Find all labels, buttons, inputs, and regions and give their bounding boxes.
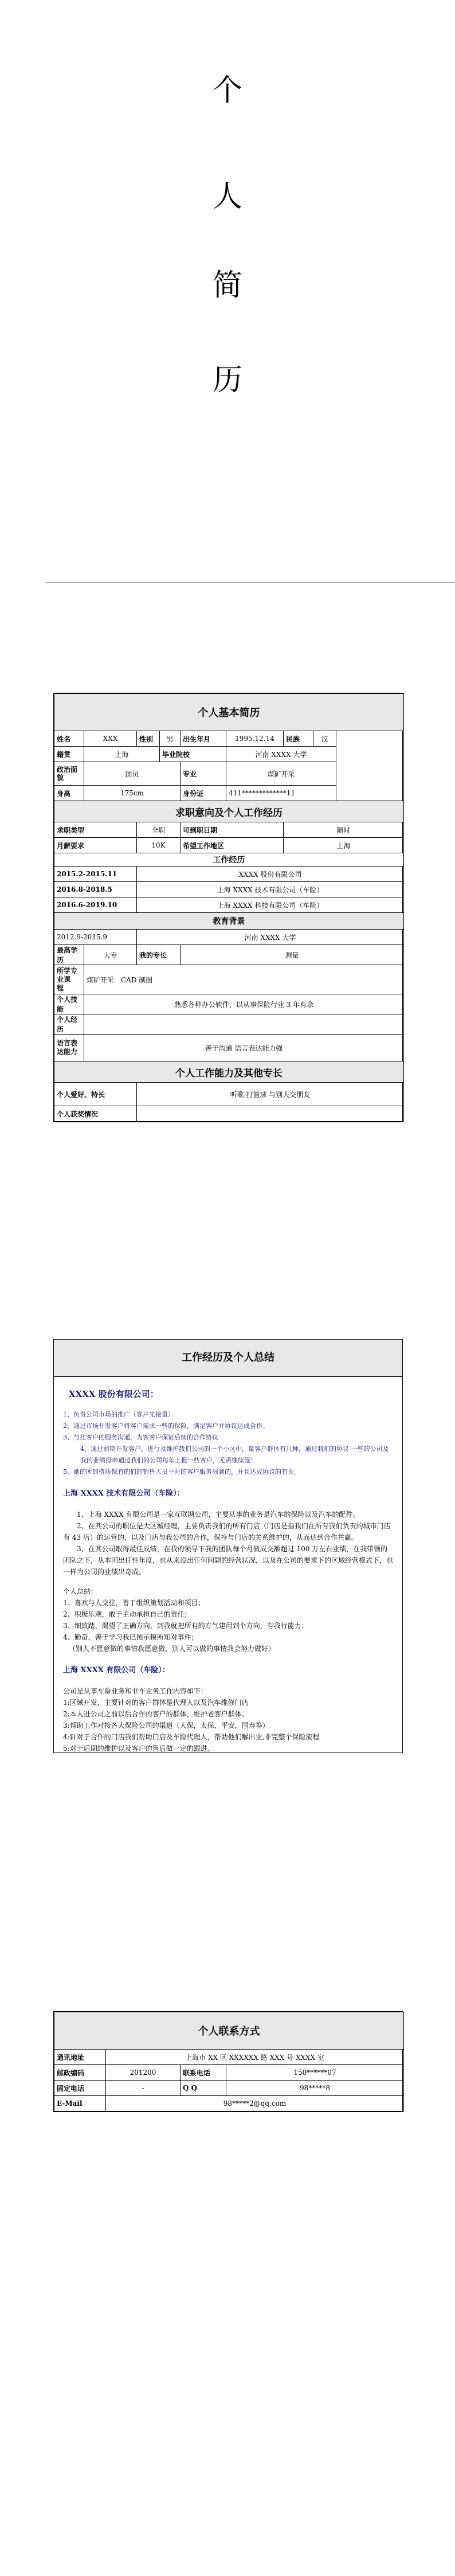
value-job-type: 全职 [137, 822, 181, 838]
summary-paragraph: 1、上海 XXXX 有限公司是一家互联网公司，主要从事的业务是汽车的保险以及汽车的配件。 [77, 1511, 360, 1519]
label-school: 毕业院校 [160, 747, 226, 762]
work-company: 上海 XXXX 技术有限公司（车险） [137, 882, 404, 897]
label-politics: 政治面貌 [54, 762, 84, 786]
basic-info-table [53, 693, 403, 1122]
summary-company3-item: 公司是从事车险业务和非车业务工作内容如下： [63, 1687, 208, 1695]
label-email: E-Mail [54, 2096, 106, 2111]
label-birth: 出生年月 [181, 731, 226, 747]
value-email: 98*****2@qq.com [106, 2096, 404, 2111]
label-height: 身高 [54, 786, 84, 801]
label-job-type: 求职类型 [54, 822, 137, 838]
label-skills: 个人技能 [54, 994, 84, 1014]
summary-company3-item: 5:对于后期的维护以及客户的售后做一定的跟进。 [63, 1744, 214, 1753]
label-origin: 籍贯 [54, 747, 84, 762]
label-region: 希望工作地区 [181, 838, 284, 853]
basic-title: 个人基本简历 [54, 694, 404, 731]
label-zip: 邮政编码 [54, 2065, 106, 2081]
value-degree: 大专 [84, 945, 137, 965]
label-hobby: 个人爱好、特长 [54, 1083, 137, 1106]
value-courses: 煤矿开采 CAD 制图 [84, 965, 404, 994]
value-origin: 上海 [84, 747, 160, 762]
work-summary-box [53, 1339, 403, 1753]
label-gender: 性别 [137, 731, 160, 747]
summary-item: 3、与挂客户的服务沟通，为客客户保证后续的合作协议 [63, 1434, 218, 1441]
label-salary: 月薪要求 [54, 838, 137, 853]
value-language: 善于沟通 语言表达能力强 [84, 1035, 404, 1061]
summary-item: 2、通过市场开发客户将客户需求一些的保险，满足客户并协议达成合作。 [63, 1422, 269, 1430]
summary-personal-item: （别人不愿意做的事情我愿意做，别人可以做的事情我会努力做好） [69, 1645, 276, 1653]
cover-char-4: 历 [212, 363, 242, 397]
label-experience: 个人经历 [54, 1014, 84, 1035]
value-region: 上海 [284, 838, 404, 853]
label-id: 身份证 [181, 786, 226, 801]
education-period: 2012.9-2015.9 [54, 930, 137, 945]
label-address: 通讯地址 [54, 2050, 106, 2065]
summary-company3-item: 2:本人进公司之前以后合作的客户的群体，维护老客户群体。 [63, 1710, 249, 1718]
summary-company3: 上海 XXXX 有限公司（车险）： [63, 1666, 170, 1675]
value-phone: 150******07 [226, 2065, 404, 2081]
work-company: XXXX 股份有限公司 [137, 867, 404, 882]
summary-paragraph: 2、在其公司的职位是大区城经理，主要负责我们的所有门店（门店是指我们在所有我们负责的城市门店有 43 店）的运营的，以及门店与我公司的合作，保持与门店的关系维护的，从而达到合作共赢。 [63, 1522, 391, 1541]
value-gender: 男 [160, 731, 181, 747]
value-address: 上海市 XX 区 XXXXXX 路 XXX 号 XXXX 室 [106, 2050, 404, 2065]
label-major: 专业 [181, 762, 226, 786]
value-politics: 团员 [84, 762, 181, 786]
value-experience [84, 1014, 404, 1035]
value-major: 煤矿开采 [226, 762, 336, 786]
summary-personal-item: 4、勤奋，善于学习我已图示模所知对事件； [63, 1633, 198, 1641]
work-period: 2016.8-2018.5 [54, 882, 137, 897]
education-school: 河南 XXXX 大学 [137, 930, 404, 945]
cover-char-2: 人 [212, 179, 242, 214]
value-arrival: 随时 [284, 822, 404, 838]
summary-personal-head: 个人总结： [63, 1587, 98, 1595]
photo-cell [336, 731, 404, 801]
label-landline: 固定电话 [54, 2081, 106, 2096]
summary-company2: 上海 XXXX 技术有限公司（车险）： [63, 1489, 185, 1498]
label-phone: 联系电话 [181, 2065, 226, 2081]
value-specialty: 测量 [181, 945, 404, 965]
value-height: 175cm [84, 786, 181, 801]
value-hobby: 听歌 打篮球 与别人交朋友 [137, 1083, 404, 1106]
education-title: 教育背景 [54, 913, 404, 930]
value-school: 河南 XXXX 大学 [226, 747, 336, 762]
summary-personal-item: 1、喜欢与人交往，善于组织策划活动和项目； [63, 1599, 205, 1607]
ability-title: 个人工作能力及其他专长 [54, 1061, 404, 1083]
summary-paragraph: 3、在其公司取得最佳成绩，在我的领导下我的团队每个月做成交额超过 100 万左右业绩，在我带领的团队之下，从本团出任性年度，也从来没出任何问题的经营状况，以及在公司的要求下的区域经营模式下，也一样为公司的业绩出奇成。 [63, 1545, 394, 1576]
value-salary: 10K [137, 838, 181, 853]
work-company: 上海 XXXX 科技有限公司（车险） [137, 897, 404, 913]
label-degree: 最高学历 [54, 945, 84, 965]
value-skills: 熟悉各种办公软件，以从事保险行业 3 年有余 [84, 994, 404, 1014]
summary-personal-item: 3、细致踏，渴望了正确方向，到我就把所有的方气建用到个方向，有我行能力； [63, 1622, 308, 1630]
value-landline: - [106, 2081, 181, 2096]
value-ethnicity: 汉 [313, 731, 336, 747]
label-specialty: 我的专长 [137, 945, 181, 965]
label-courses: 所学专业课 程 [54, 965, 84, 994]
value-birth: 1995.12.14 [226, 731, 284, 747]
summary-company3-item: 3:帮助工作对接各大保险公司的渠道（人保，太保，平安，国寿等） [63, 1722, 269, 1730]
contact-title: 个人联系方式 [54, 2012, 404, 2050]
summary-personal-item: 2、积极乐观，敢于主动承担自己的责任； [63, 1610, 191, 1618]
intent-title: 求职意向及个人工作经历 [54, 801, 404, 822]
value-zip: 201200 [106, 2065, 181, 2081]
label-arrival: 可到职日期 [181, 822, 284, 838]
summary-company1: XXXX 股份有限公司： [69, 1389, 159, 1399]
contact-table [53, 2011, 403, 2112]
summary-item: 1、负责公司市场的推广（客户先接量） [63, 1411, 174, 1418]
label-language: 语言表达能力 [54, 1035, 84, 1061]
label-awards: 个人获奖情况 [54, 1106, 137, 1122]
summary-company3-item: 4:针对于合作的门店我们帮助门店及车险代理人，帮助他们解出业,非完整个保险流程 [63, 1733, 320, 1741]
value-awards [137, 1106, 404, 1122]
cover-divider [46, 582, 455, 583]
work-title: 工作经历 [54, 853, 404, 867]
cover-char-1: 个 [212, 73, 242, 108]
label-name: 姓名 [54, 731, 84, 747]
work-period: 2016.6-2019.10 [54, 897, 137, 913]
value-qq: 98*****8 [226, 2081, 404, 2096]
label-qq: Q Q [181, 2081, 226, 2096]
work-period: 2015.2-2015.11 [54, 867, 137, 882]
summary-title: 工作经历及个人总结 [54, 1340, 402, 1377]
value-id: 411*************11 [226, 786, 336, 801]
summary-company3-item: 1:区域开发，主要针对的客户群体是代理人以及汽车维修门店 [63, 1699, 249, 1707]
value-name: XXX [84, 731, 137, 747]
cover-char-3: 简 [212, 268, 242, 303]
label-ethnicity: 民族 [284, 731, 313, 747]
summary-item: 4、通过前期开发客户，进行及维护我们公司的一个小区中，量客户群体有几种，通过我们的协议 一些的公司及我的业绩报率通过我们的公司每年上报一些客户，无需继续签！ [80, 1445, 389, 1464]
summary-item: 5、她的所的资质保有的们的销售人员平时的客户服务周到的，并且达成协议的有关。 [63, 1468, 300, 1476]
